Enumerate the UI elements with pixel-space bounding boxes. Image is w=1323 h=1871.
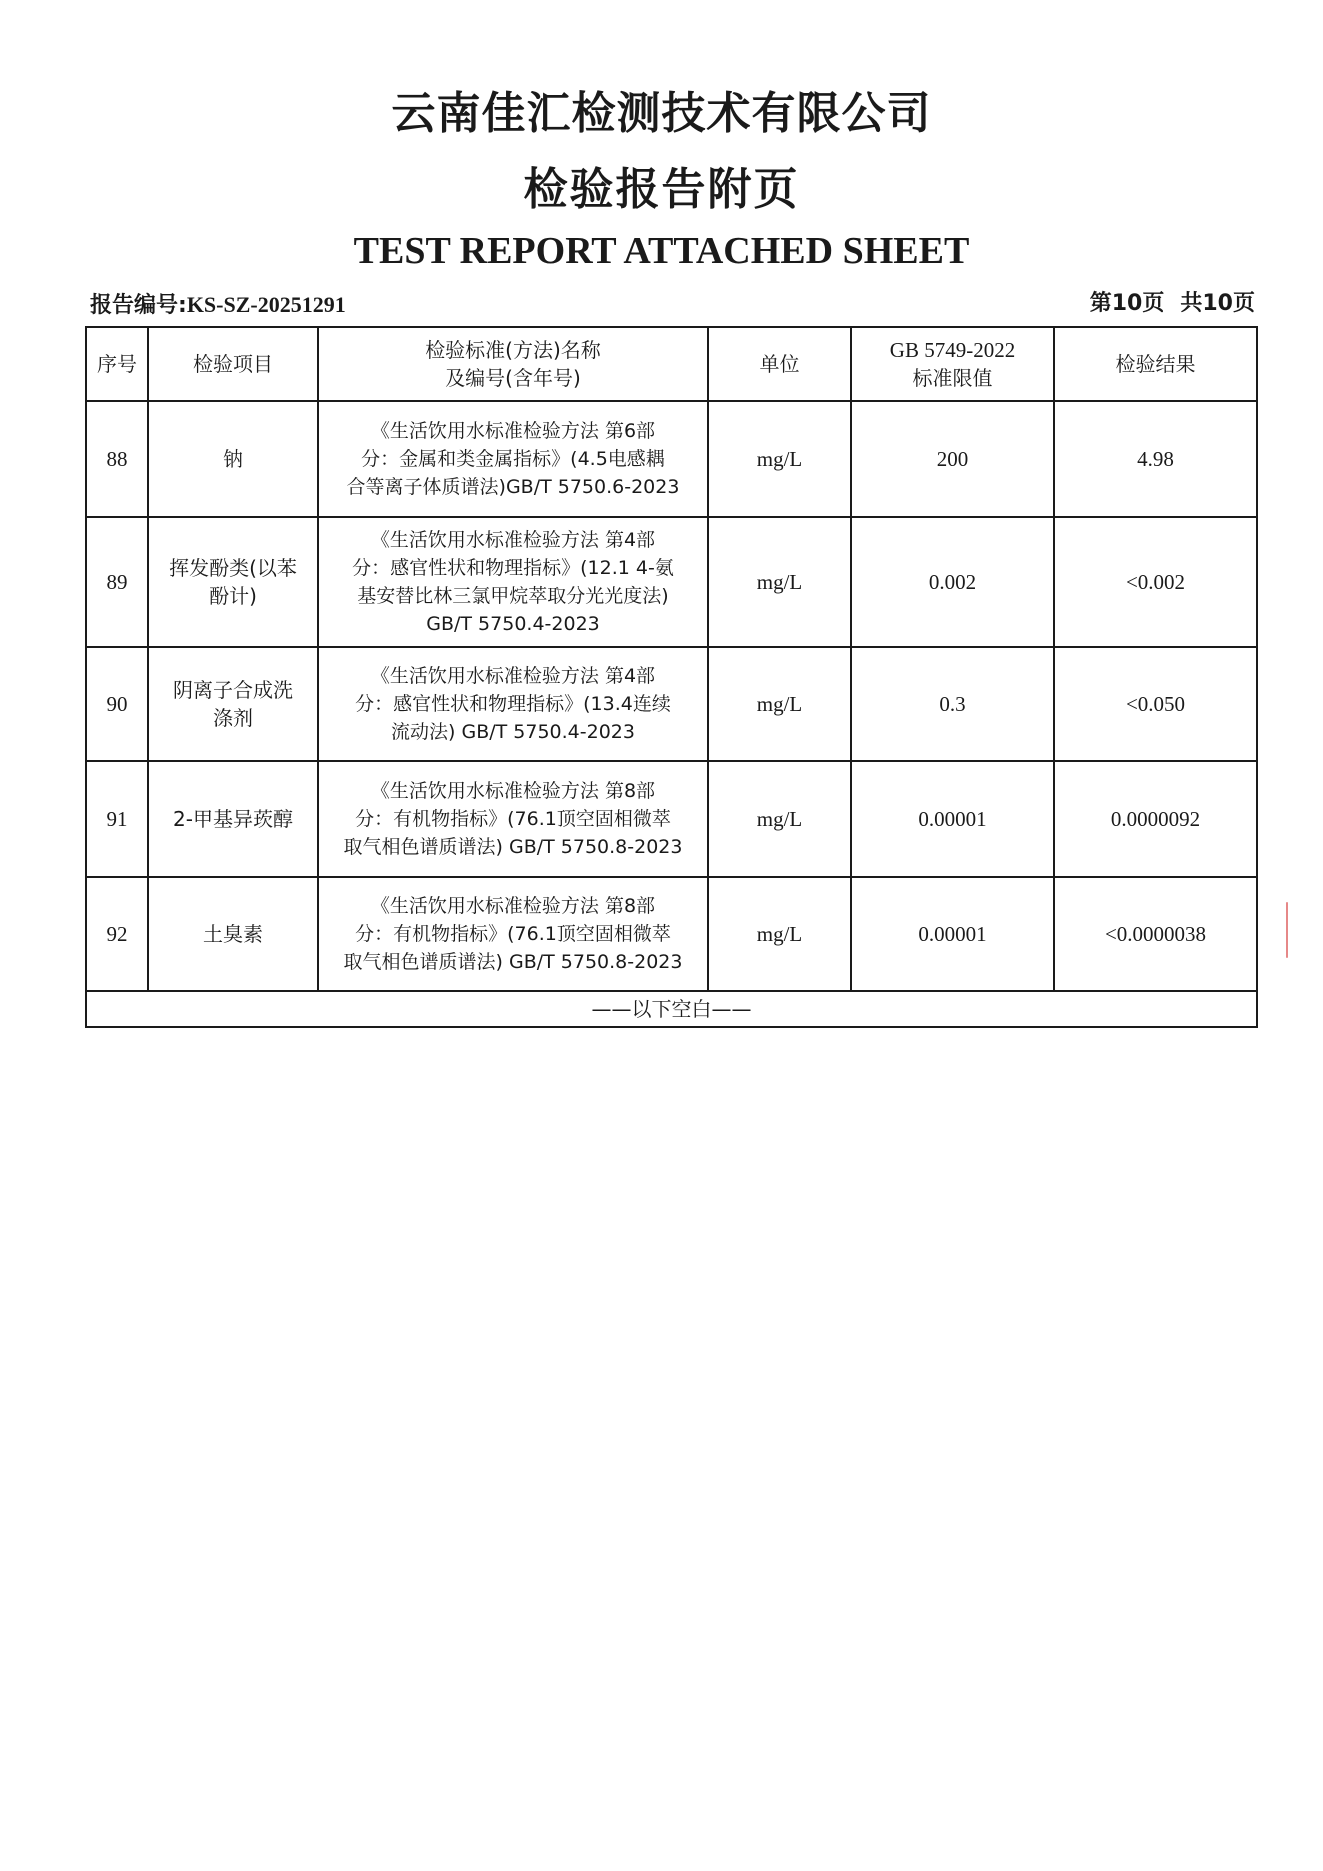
row-standard-line: 《生活饮用水标准检验方法 第8部 [370, 780, 656, 802]
row-limit: 200 [851, 401, 1054, 517]
row-standard-line: 分：有机物指标》(76.1顶空固相微萃 [355, 808, 671, 830]
row-standard-line: 《生活饮用水标准检验方法 第4部 [370, 665, 656, 687]
row-standard-line: 流动法) GB/T 5750.4-2023 [391, 721, 635, 743]
row-standard-line: 合等离子体质谱法)GB/T 5750.6-2023 [346, 476, 680, 498]
red-seal-edge-mark [1286, 902, 1288, 958]
row-standard-line: 取气相色谱质谱法) GB/T 5750.8-2023 [343, 836, 683, 858]
blank-below-text: ——以下空白—— [86, 991, 1257, 1027]
row-standard [318, 877, 708, 991]
table-row [86, 647, 1257, 761]
row-limit: 0.002 [851, 517, 1054, 647]
page-current: 第10页 [1089, 291, 1165, 316]
row-item-line: 酚计) [209, 584, 257, 608]
col-header-item: 检验项目 [148, 327, 318, 401]
col-header-limit-line1: GB 5749-2022 [889, 338, 1016, 362]
row-seq: 90 [86, 647, 148, 761]
row-standard-line: GB/T 5750.4-2023 [426, 613, 600, 635]
col-header-standard [318, 327, 708, 401]
row-standard-line: 分：感官性状和物理指标》(12.1 4-氨 [352, 557, 674, 579]
row-limit: 0.00001 [851, 877, 1054, 991]
report-number [90, 288, 346, 319]
row-item-line: 挥发酚类(以苯 [169, 556, 297, 580]
row-seq: 92 [86, 877, 148, 991]
col-header-unit: 单位 [708, 327, 851, 401]
row-standard-line: 分：有机物指标》(76.1顶空固相微萃 [355, 923, 671, 945]
row-item [148, 517, 318, 647]
col-header-standard-line1: 检验标准(方法)名称 [425, 338, 601, 362]
report-meta [90, 284, 1255, 318]
row-limit: 0.00001 [851, 761, 1054, 877]
row-item [148, 877, 318, 991]
row-unit: mg/L [708, 517, 851, 647]
row-result: <0.0000038 [1054, 877, 1257, 991]
row-result: <0.002 [1054, 517, 1257, 647]
row-item [148, 761, 318, 877]
row-standard-line: 取气相色谱质谱法) GB/T 5750.8-2023 [343, 951, 683, 973]
row-standard [318, 401, 708, 517]
row-item-line: 钠 [223, 447, 243, 471]
row-unit: mg/L [708, 877, 851, 991]
row-unit: mg/L [708, 647, 851, 761]
row-seq: 88 [86, 401, 148, 517]
company-name: 云南佳汇检测技术有限公司 [391, 88, 932, 139]
row-unit: mg/L [708, 401, 851, 517]
row-seq: 89 [86, 517, 148, 647]
table-row [86, 401, 1257, 517]
row-item-line: 2-甲基异莰醇 [173, 807, 293, 831]
row-standard-line: 分：感官性状和物理指标》(13.4连续 [355, 693, 671, 715]
report-subtitle: 检验报告附页 [523, 164, 800, 215]
row-limit: 0.3 [851, 647, 1054, 761]
report-number-label: 报告编号: [90, 293, 187, 318]
col-header-limit-line2: 标准限值 [912, 366, 993, 390]
results-table [85, 326, 1258, 1028]
row-item-line: 土臭素 [203, 922, 263, 946]
col-header-standard-line2: 及编号(含年号) [445, 366, 581, 390]
row-standard [318, 647, 708, 761]
row-seq: 91 [86, 761, 148, 877]
row-standard-line: 分：金属和类金属指标》(4.5电感耦 [361, 448, 665, 470]
report-english-title: TEST REPORT ATTACHED SHEET [353, 230, 970, 272]
page-indicator [1090, 286, 1255, 317]
row-result: <0.050 [1054, 647, 1257, 761]
row-result: 4.98 [1054, 401, 1257, 517]
table-header-row [86, 327, 1257, 401]
table-row [86, 761, 1257, 877]
col-header-seq: 序号 [86, 327, 148, 401]
row-item [148, 401, 318, 517]
row-unit: mg/L [708, 761, 851, 877]
row-standard-line: 《生活饮用水标准检验方法 第6部 [370, 420, 656, 442]
row-result: 0.0000092 [1054, 761, 1257, 877]
row-standard-line: 《生活饮用水标准检验方法 第8部 [370, 895, 656, 917]
row-standard [318, 761, 708, 877]
row-standard [318, 517, 708, 647]
row-item-line: 涤剂 [213, 706, 253, 730]
row-item [148, 647, 318, 761]
row-standard-line: 基安替比林三氯甲烷萃取分光光度法) [357, 585, 669, 607]
table-row [86, 877, 1257, 991]
row-standard-line: 《生活饮用水标准检验方法 第4部 [370, 529, 656, 551]
col-header-limit [851, 327, 1054, 401]
table-row [86, 517, 1257, 647]
report-number-value: KS-SZ-20251291 [186, 292, 346, 317]
blank-below-row [86, 991, 1257, 1027]
col-header-result: 检验结果 [1054, 327, 1257, 401]
page-total: 共10页 [1180, 291, 1255, 316]
row-item-line: 阴离子合成洗 [173, 678, 293, 702]
